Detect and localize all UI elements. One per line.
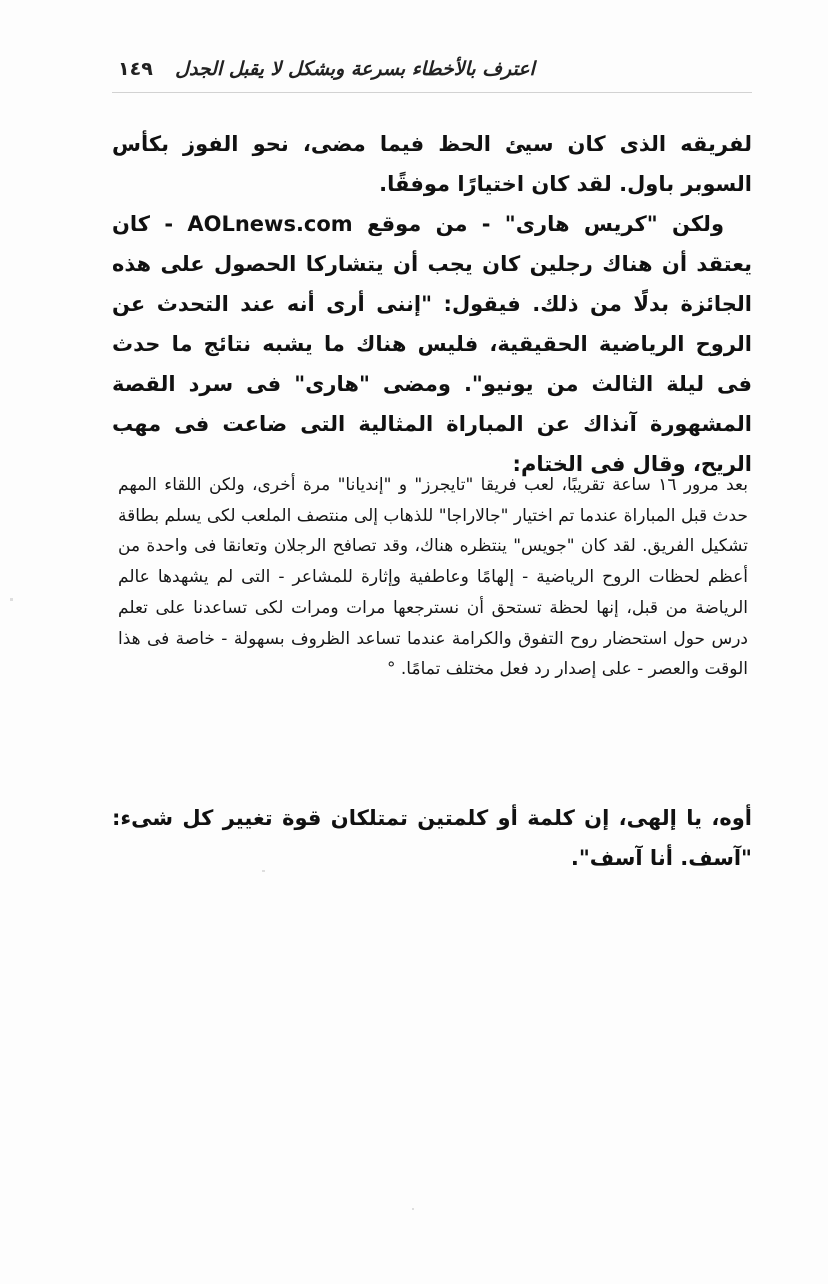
body-paragraph-2: ولكن "كريس هارى" - من موقع AOLnews.com - كان يعتقد أن هناك رجلين كان يجب أن يتشاركا الحصول على هذه الجائزة بدلًا من ذلك. فيقول: "إننى أرى أنه عند التحدث عن الروح الرياضية الحقيقية، فليس هناك ما يشبه نتائج ما حدث فى ليلة الثالث من يونيو". ومضى "هارى" فى سرد القصة المشهورة آنذاك عن المباراة المثالية التى ضاعت فى مهب الريح، وقال فى الختام: (112, 212, 752, 476)
body-paragraph-3: أوه، يا إلهى، إن كلمة أو كلمتين تمتلكان قوة تغيير كل شىء: "آسف. أنا آسف". (112, 806, 752, 870)
scan-speck (262, 870, 265, 872)
scan-speck (412, 1208, 414, 1210)
page-number: ١٤٩ (118, 58, 153, 80)
header-divider (112, 92, 752, 93)
running-header-title: اعترف بالأخطاء بسرعة وبشكل لا يقبل الجدل (175, 58, 535, 80)
scan-speck (10, 598, 13, 601)
block-quote: بعد مرور ١٦ ساعة تقريبًا، لعب فريقا "تايجرز" و "إنديانا" مرة أخرى، ولكن اللقاء المهم حدث قبل المباراة عندما تم اختيار "جالاراجا" للذهاب إلى منتصف الملعب لكى يسلم بطاقة تشكيل الفريق. لقد كان "جويس" ينتظره هناك، وقد تصافح الرجلان وتعانقا فى واحدة من أعظم لحظات الروح الرياضية - إلهامًا وعاطفية وإثارة للمشاعر - التى لم يشهدها عالم الرياضة من قبل، إنها لحظة تستحق أن نسترجعها مرات ومرات لكى تساعدنا على تعلم درس حول استحضار روح التفوق والكرامة عندما تساعد الظروف بسهولة - خاصة فى هذا الوقت والعصر - على إصدار رد فعل مختلف تمامًا. ° (118, 475, 748, 680)
body-paragraph-1: لفريقه الذى كان سيئ الحظ فيما مضى، نحو الفوز بكأس السوبر باول. لقد كان اختيارًا موفقًا. (112, 132, 752, 196)
